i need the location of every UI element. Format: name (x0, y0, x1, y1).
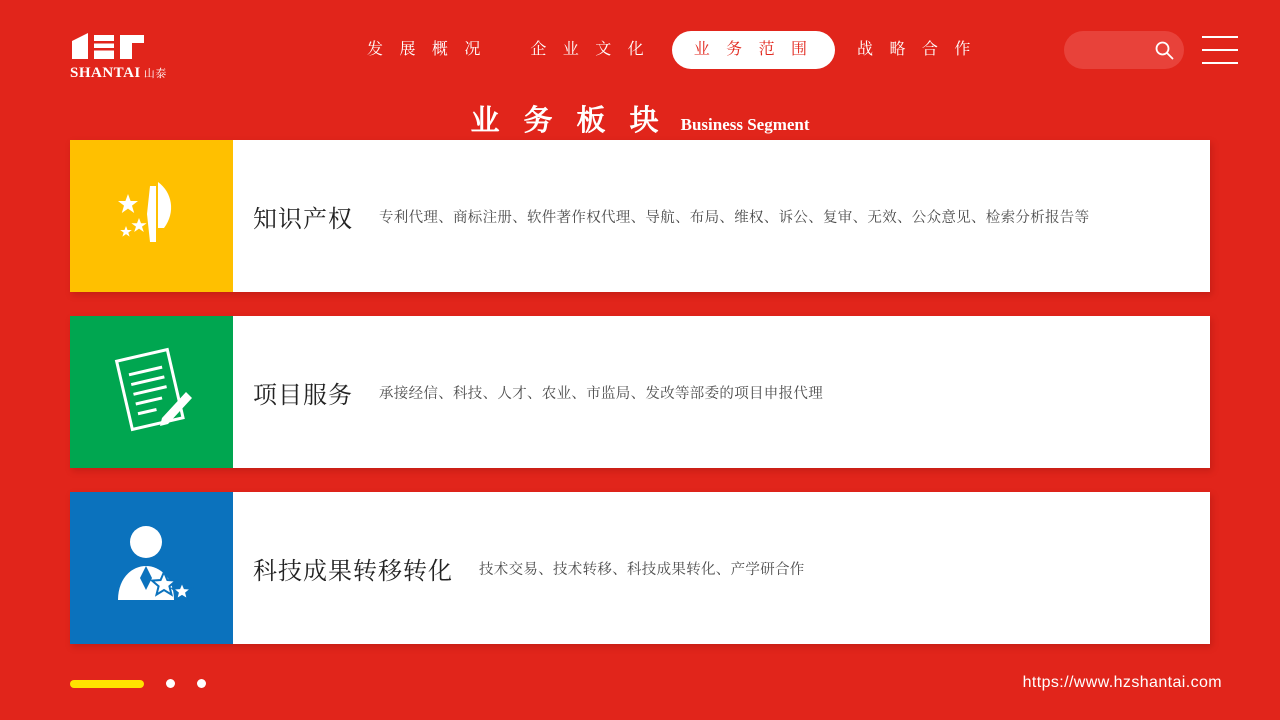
page-title (0, 98, 1280, 139)
hamburger-menu-icon[interactable] (1202, 36, 1238, 64)
card-description: 技术交易、技术转移、科技成果转化、产学研合作 (479, 561, 805, 578)
card-icon-container (70, 140, 233, 292)
business-segment-list (70, 140, 1210, 668)
main-nav (345, 30, 998, 70)
card-description: 专利代理、商标注册、软件著作权代理、导航、布局、维权、诉公、复审、无效、公众意见、检索分析报告等 (379, 209, 1090, 226)
pagination-indicator-2[interactable] (166, 679, 175, 688)
brand-logo[interactable] (70, 28, 174, 84)
list-item[interactable] (70, 492, 1210, 644)
nav-item-development[interactable]: 发 展 概 况 (367, 41, 487, 58)
menu-line-2 (1202, 49, 1238, 51)
card-title: 科技成果转移转化 (253, 557, 453, 585)
brand-name-cn: 山泰 (143, 67, 167, 80)
page-title-cn: 业 务 板 块 (470, 105, 667, 137)
card-body (233, 316, 1210, 468)
carousel-pagination (70, 679, 206, 688)
pagination-indicator-1[interactable] (70, 680, 144, 688)
card-body (233, 492, 1210, 644)
card-title: 知识产权 (253, 205, 353, 233)
search-icon[interactable] (1154, 40, 1174, 60)
card-icon-container (70, 492, 233, 644)
pagination-indicator-3[interactable] (197, 679, 206, 688)
card-title: 项目服务 (253, 381, 353, 409)
nav-item-strategic-cooperation[interactable]: 战 略 合 作 (857, 41, 977, 58)
pen-nib-stars-icon (106, 168, 198, 265)
site-header (0, 0, 1280, 100)
card-body (233, 140, 1210, 292)
person-stars-icon (102, 516, 202, 621)
menu-line-1 (1202, 36, 1238, 38)
brand-wordmark (70, 65, 167, 82)
site-url: https://www.hzshantai.com (1022, 674, 1222, 691)
card-icon-container (70, 316, 233, 468)
list-item[interactable] (70, 316, 1210, 468)
nav-item-business-scope[interactable]: 业 务 范 围 (672, 31, 835, 69)
list-item[interactable] (70, 140, 1210, 292)
nav-item-culture[interactable]: 企 业 文 化 (530, 41, 650, 58)
card-description: 承接经信、科技、人才、农业、市监局、发改等部委的项目申报代理 (379, 385, 823, 402)
page-title-en: Business Segment (680, 115, 810, 134)
menu-line-3 (1202, 62, 1238, 64)
brand-name-en: SHANTAI (70, 64, 141, 81)
document-pen-icon (102, 340, 202, 445)
search-input[interactable] (1064, 31, 1184, 69)
shantai-logo-icon (70, 31, 170, 63)
